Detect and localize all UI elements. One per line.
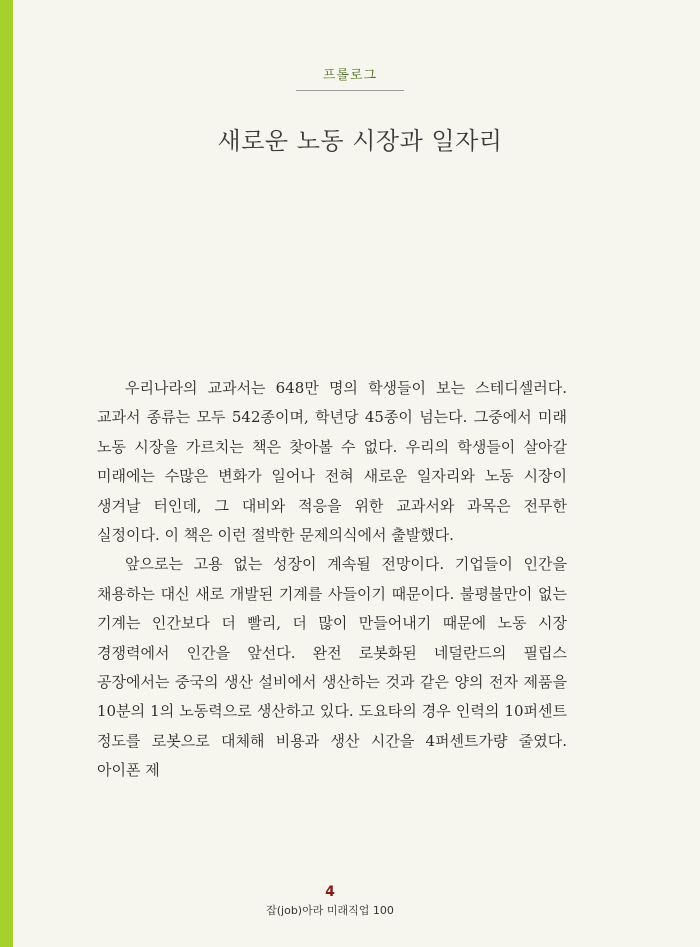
book-spine-bar xyxy=(0,0,13,947)
section-label: 프롤로그 xyxy=(322,68,378,83)
paragraph: 우리나라의 교과서는 648만 명의 학생들이 보는 스테디셀러다. 교과서 종류는 모두 542종이며, 학년당 45종이 넘는다. 그중에서 미래 노동 시장을 가르치는 책은 찾아볼 수 없다. 우리의 학생들이 살아갈 미래에는 수많은 변화가 일어나 전혀 새로운 일자리와 노동 시장이 생겨날 터인데, 그 대비와 적응을 위한 교과서와 과목은 전무한 실정이다. 이 책은 이런 절박한 문제의식에서 출발했다. xyxy=(97,379,567,545)
paragraph: 앞으로는 고용 없는 성장이 계속될 전망이다. 기업들이 인간을 채용하는 대신 새로 개발된 기계를 사들이기 때문이다. 불평불만이 없는 기계는 인간보다 더 빨리, 더 많이 만들어내기 때문에 노동 시장 경쟁력에서 인간을 앞선다. 완전 로봇화된 네덜란드의 필립스 공장에서는 중국의 생산 설비에서 생산하는 것과 같은 양의 전자 제품을 10분의 1의 노동력으로 생산하고 있다. 도요타의 경우 인력의 10퍼센트 정도를 로봇으로 대체해 비용과 생산 시간을 4퍼센트가량 줄였다. 아이폰 제 xyxy=(97,555,567,780)
body-text xyxy=(97,374,567,786)
book-title-footer: 잡(job)아라 미래직업 100 xyxy=(266,904,394,917)
section-divider xyxy=(296,90,404,91)
page-number: 4 xyxy=(325,884,335,900)
chapter-title: 새로운 노동 시장과 일자리 xyxy=(217,127,503,155)
